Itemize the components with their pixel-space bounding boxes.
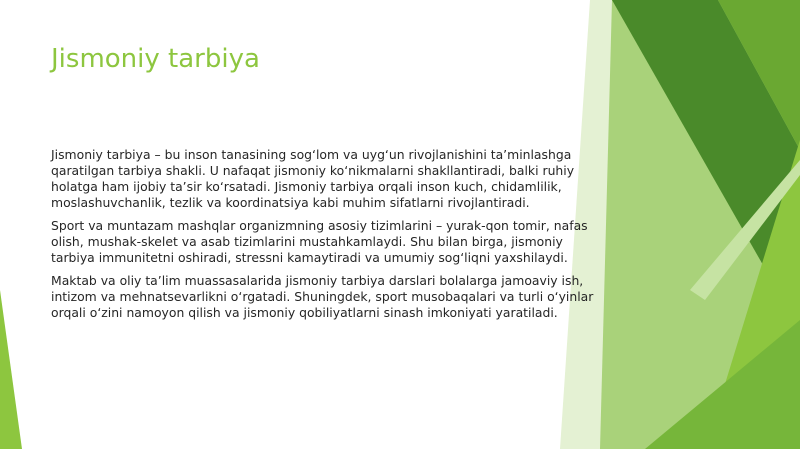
body-paragraph: Maktab va oliy ta’lim muassasalarida jismoniy tarbiya darslari bolalarga jamoaviy ish, intizom va mehnatsevarlikni o‘rgatadi. Shuningdek, sport musobaqalari va turli o‘yinlar orqali o‘zini namoyon qilish va jismoniy qobiliyatlarni sinash imkoniyati yaratiladi. [51, 273, 594, 320]
body-paragraph: Sport va muntazam mashqlar organizmning asosiy tizimlarini – yurak-qon tomir, nafas olish, mushak-skelet va asab tizimlarini mustahkamlaydi. Shu bilan birga, jismoniy tarbiya immunitetni oshiradi, stressni kamaytiradi va umumiy sog‘liqni yaxshilaydi. [51, 218, 588, 265]
left-edge-facet [0, 290, 22, 449]
body-paragraph: Jismoniy tarbiya – bu inson tanasining sog‘lom va uyg‘un rivojlanishini ta’minlashga qaratilgan tarbiya shakli. U nafaqat jismoniy ko‘nikmalarni shakllantiradi, balki ruhiy holatga ham ijobiy ta’sir ko‘rsatadi. Jismoniy tarbiya orqali inson kuch, chidamlilik, moslashuvchanlik, tezlik va koordinatsiya kabi muhim sifatlarni rivojlantiradi. [51, 147, 575, 210]
slide-body [51, 147, 601, 328]
slide-title: Jismoniy tarbiya [51, 44, 260, 74]
